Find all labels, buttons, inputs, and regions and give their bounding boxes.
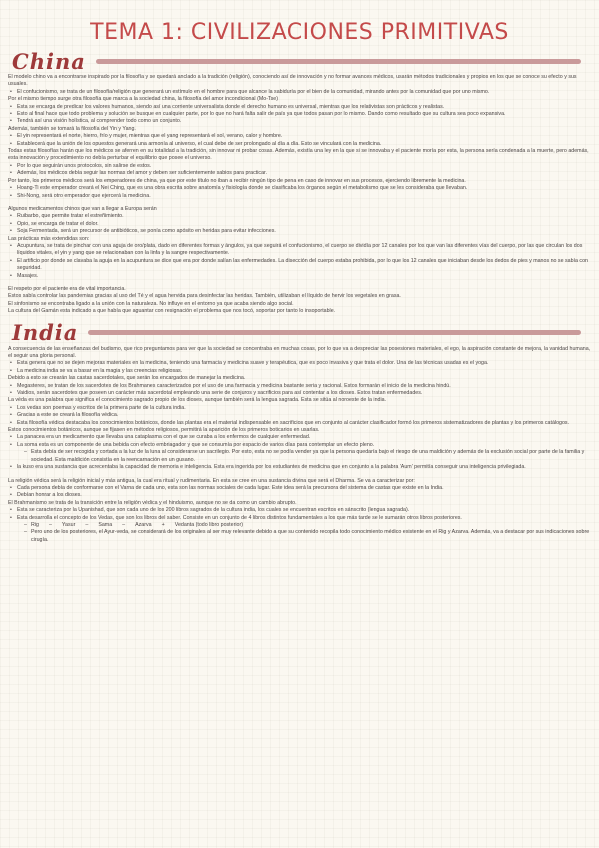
paragraph: Todas estas filosofías harán que los médicos se aferren en su totalidad a la tradición, sin innovar ni probar cosas. Además, existía una ley en la que si se innovaba y el paciente moría por esta, la persona sería condenada a la muerte, pero además, esta innovación y procedimiento no debía perturbar el equilibrio que posee el universo. xyxy=(8,148,589,162)
list-item: • La medicina india se va a basar en la magia y las creencias religiosas. xyxy=(17,368,591,375)
list-item: • Cada persona debía de conformarse con el Varna de cada uno, esta son las normas sociales de cada lugar. Este idea será la precursora del sistema de castas que existe en la India. xyxy=(17,485,591,492)
paragraph: El Brahmanismo se trata de la transición entre la religión védica y el hinduismo, aunque no se da como un cambio abrupto. xyxy=(8,499,297,506)
list-item: • Tendrá así una visión holística, al comprender todo como un conjunto. xyxy=(17,118,591,125)
bullet-list xyxy=(8,133,591,148)
list-item xyxy=(17,515,591,545)
sub-list xyxy=(17,449,591,464)
india-content xyxy=(8,344,591,545)
paragraph: Por tanto, los primeros médicos será los emperadores de china, ya que por este título no iban a recibir ningún tipo de pena en caso de innovar en sus procesos, ejerciendo libremente la medicina. xyxy=(8,177,466,184)
paragraph: El sinfonismo se encontraba ligado a la unión con la naturaleza. No influye en el entorno ya que acaba siendo algo social. xyxy=(8,300,294,307)
vedas-list xyxy=(31,522,591,529)
list-item: • Vaidios, serán sacerdotes que poseen un carácter más sacerdotal empleando una serie de conjuros y sacrificios para así contentar a los dioses. Estos tratan enfermedades. xyxy=(17,390,591,397)
paragraph: Además, también se tomará la filosofía del Yin y Yang. xyxy=(8,125,136,132)
section-title-china: China xyxy=(12,48,86,74)
list-item: • Soja Fermentada, será un precursor de antibióticos, se ponía como apósito en heridas para evitar infecciones. xyxy=(17,228,591,235)
bullet-list xyxy=(8,383,591,398)
paragraph: A consecuencia de las enseñanzas del budismo, que rico preguntamos para ver que la sociedad se concentraba en muchas cosas, por lo que va a despreciar las posesiones materiales, el ego, la aspiración constante de mejora, la vanidad humana, el seguir una gloria personal. xyxy=(8,345,591,359)
veda-name: Azarva xyxy=(135,521,152,528)
section-divider xyxy=(96,59,581,64)
list-item xyxy=(17,442,591,464)
list-item: • Gracias a este se creará la filosofía védica. xyxy=(17,412,591,419)
section-header-china xyxy=(8,50,591,72)
section-title-india: India xyxy=(12,320,79,346)
veda-name: Yasur xyxy=(61,521,76,528)
list-item: • Esto al final hace que todo problema y solución se busque en cualquier parte, por lo que no hará falta salir de país ya que todos pasan por lo mismo. Dando como resultado que su cultura sea poco expansiva. xyxy=(17,111,591,118)
list-item: • la kuso era una sustancia que acrecentaba la capacidad de memoria e inteligencia. Esta era ingerida por los estudiantes de medicina que en conjunto a la palabra 'Aum' permitía conseguir una inteligencia privilegiada. xyxy=(17,464,591,471)
bullet-list xyxy=(8,243,591,280)
list-item: • Establecerá que la unión de los opuestos generará una armonía al universo, el cual debe de ser prolongado al día a día. Esto se vinculará con la medicina. xyxy=(17,141,591,148)
list-item: • Los vedas son poemas y escritos de la primera parte de la cultura india. xyxy=(17,405,591,412)
veda-name: – Rig xyxy=(31,521,39,528)
list-item: • El yin representará el norte, hierro, frío y mujer, mientras que el yang representará el sol, verano, calor y hombre. xyxy=(17,133,591,140)
list-item: • Megasteres, se tratan de los sacerdotes de los Brahmanes caracterizados por el uso de una farmacia y medicina bastante seria y racional. Estos formarán el inicio de la medicina hindú. xyxy=(17,383,591,390)
china-content xyxy=(8,72,591,316)
paragraph: La religión védica será la religión inicial y más antigua, la cual era ritual y rudimentaria. En esta se cree en una sustancia divina que será el Dharma. Se va a caracterizar por: xyxy=(8,477,415,484)
list-item-text: Esta desarrolla el concepto de los Vedas, que son los libros del saber. Consiste en un conjunto de 4 libros distintos fundamentales a los que más tarde se le sumarán otros libros posteriores. xyxy=(17,514,462,521)
sub-list-item: – Esta debía de ser recogida y cortada a la luz de la luna al considerarse un sacrilegio. Por esto, esta no se podía vender ya que la persona quedaría bajo el riesgo de una maldición y además de la exclusión social por parte de la familia y sociedad. Esta maldición consistía en la reencarnación en un gusano. xyxy=(31,449,591,464)
list-item: • Esta filosofía védica destacaba los conocimientos botánicos, donde las plantas era el material indispensable en sacrificios que en conjunto al carácter clasificador formó los primeros sistematizadores de plantas y los primeros catálogos. xyxy=(17,420,591,427)
sub-list xyxy=(17,522,591,544)
bullet-list xyxy=(8,405,591,427)
paragraph: Estos conocimientos botánicos, aunque se fijasen en métodos religiosos, permitirá la aparición de los primeros boticarios en usarlas. xyxy=(8,427,320,434)
veda-name: Vedanta (todo libro posterior) xyxy=(174,521,244,528)
paragraph: El modelo chino va a encontrarse inspirado por la filosofía y se quedará anclado a la tradición (religión), conociendo así de innovación y no formar avances médicos, usarán métodos tradicionales y propios en los que se conoce su efecto y sus usuales. xyxy=(8,74,577,88)
list-item: • Debían honrar a los dioses. xyxy=(17,492,591,499)
page-title: TEMA 1: CIVILIZACIONES PRIMITIVAS xyxy=(90,20,509,45)
paragraph: Algunos medicamentos chinos que van a llegar a Europa serán xyxy=(8,205,157,212)
list-item: • Masajes. xyxy=(17,273,591,280)
list-item-text: La soma esta es un componente de una bebida con efecto embriagador y que se consumía por espacio de varios días para contemplar un efecto pleno. xyxy=(17,441,375,448)
vedas-row: – Rig – Yasur – Sama – Azarva + Vedanta (todo libro posterior) xyxy=(31,521,244,528)
section-divider xyxy=(88,330,581,335)
bullet-list xyxy=(8,507,591,544)
list-item: • Esta se caracteriza por la Upanishad, que son cada uno de los 200 libros sagrados de la cultura india, los cuales se encuentran escritos en sánscrito (lengua sagrada). xyxy=(17,507,591,514)
veda-name: Sama xyxy=(98,521,113,528)
paragraph: La véda es una palabra que significa el conocimiento sagrado propio de los dioses, aunque también será la lengua sagrada. Esta se sitúa al noroeste de la india. xyxy=(8,397,387,404)
list-item: • La panacea era un medicamento que llevaba una cataplasma con el que se curaba a los enfermos de cualquier enfermedad. xyxy=(17,434,591,441)
paragraph: Por el mismo tiempo surge otra filosofía que marca a la sociedad china, la filosofía del amor incondicional (Mo-Tse) xyxy=(8,96,278,103)
bullet-list xyxy=(8,104,591,126)
bullet-list xyxy=(8,185,591,200)
paragraph: Estos sabía controlar las pandemias gracias al uso del Té y el agua hervida para desinfectar las heridas. También, utilizaban el líquido de hervir los vegetales en grasa. xyxy=(8,293,401,300)
paragraph: Las prácticas más extendidas son: xyxy=(8,235,90,242)
bullet-list xyxy=(8,213,591,235)
list-item: • Acupuntura, se trata de pinchar con una aguja de oro/plata, dado en diferentes formas y ángulos, ya que seguirá el confucionismo, el cuerpo se dividía por 12 canales por los que van las diferentes vías del cuerpo, por las que circulan los dos líquidos vitales, el yin y yang que se relacionaban con la linfa y la sangre respectivamente. xyxy=(17,243,591,258)
list-item: • Por lo que seguirán unos protocolos, sin salirse de estos. xyxy=(17,163,591,170)
list-item: • El confucionismo, se trata de un filosofía/religión que generará un estímulo en el hombre para que alcance la sabiduría por el bien de la comunidad, mirando antes por la comunidad que por uno mismo. xyxy=(17,89,591,96)
list-item: • Esta genera que no se dejen mejoras materiales en la medicina, teniendo una farmacia y medicina suave y terapéutica, que es poco invasiva y que trata el dolor. Una de las técnicas usadas es el yoga. xyxy=(17,360,591,367)
paragraph: La cultura del Gamán esta indicado a que había que aguantar con resignación el problema que nos tocó, soportar por tanto lo insoportable. xyxy=(8,308,336,315)
bullet-list xyxy=(8,485,591,500)
sub-list-item: – Pero uno de los posteriores, el Ayur-veda, se considerará de los originales al ser muy relevante debido a que su contenido recopila todo conocimiento médico existente en el Rig y Azarva. Además, va a destacar por sus indicaciones sobre cirugía. xyxy=(31,529,591,544)
section-header-india xyxy=(8,322,591,344)
list-item: • Esta se encarga de predicar los valores humanos, siendo así una corriente universalista donde el derecho humano es universal, mientras que los relativistas son prácticos y realistas. xyxy=(17,104,591,111)
bullet-list xyxy=(8,163,591,178)
paragraph: Debido a esto se crearán las castas sacerdotales, que serán los encargados de manejar la medicina. xyxy=(8,375,246,382)
list-item: • Hoang-Ti este emperador creará el Nei Ching, que es una obra escrita sobre anatomía y fisiología donde se clasificaba los órganos según el metabolismo que se les consideraba que llevaban. xyxy=(17,185,591,192)
list-item: • Opio, se encarga de tratar el dolor. xyxy=(17,221,591,228)
list-item: • Además, los médicos debía seguir las normas del amor y deben ser suficientemente sabios para practicar. xyxy=(17,170,591,177)
bullet-list xyxy=(8,360,591,375)
paragraph: El respeto por el paciente era de vital importancia. xyxy=(8,285,126,292)
bullet-list xyxy=(8,89,591,96)
list-item: • El artificio por donde se clavaba la aguja en la acupuntura se dice que era por donde salían las enfermedades. La disección del cuerpo estaba prohibida, por lo que los 12 canales que iniciaban desde los dedos de pies y manos no se sabía con seguridad. xyxy=(17,258,591,273)
list-item: • Shi-Nong, será otro emperador que ejercerá la medicina. xyxy=(17,193,591,200)
bullet-list xyxy=(8,434,591,471)
list-item: • Ruibarbo, que permite tratar el estreñimiento. xyxy=(17,213,591,220)
